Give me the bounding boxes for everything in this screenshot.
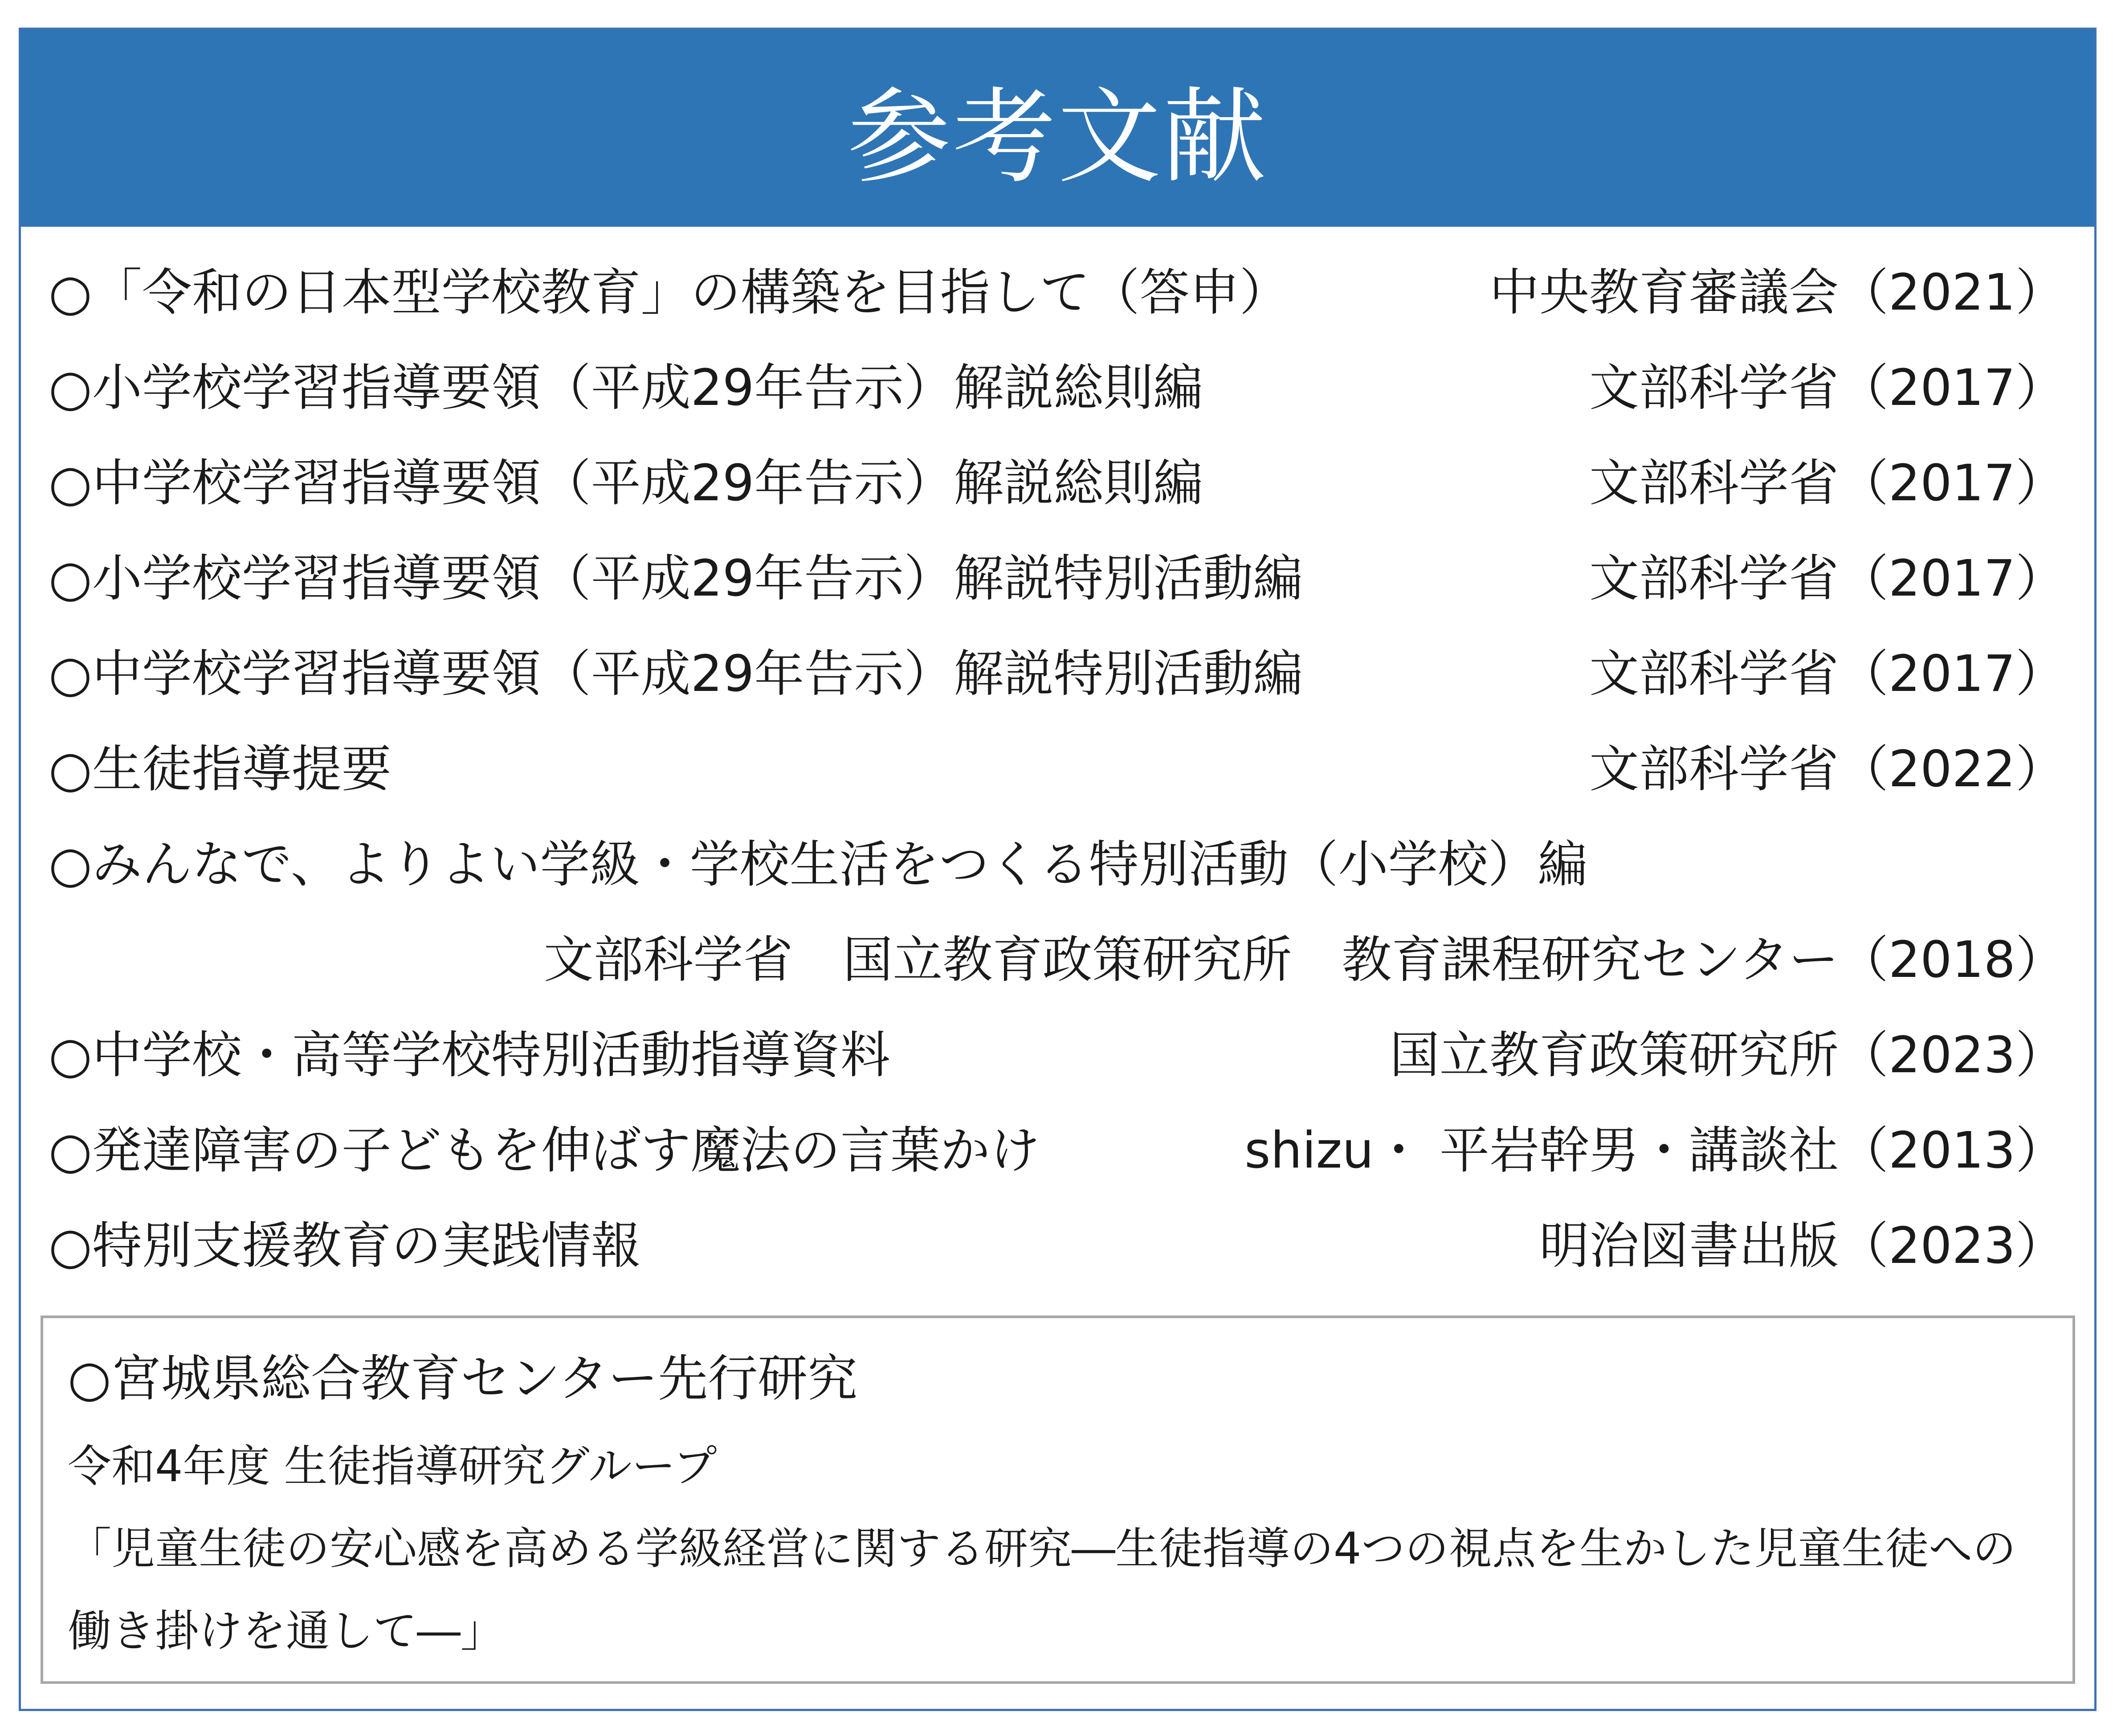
reference-item (49, 817, 2065, 912)
reference-source: 文部科学省（2017） (1589, 359, 2065, 417)
reference-source: 明治図書出版（2023） (1539, 1217, 2065, 1275)
references-panel (19, 28, 2097, 1711)
reference-source: 中央教育審議会（2021） (1489, 263, 2065, 322)
title-banner (21, 30, 2094, 227)
reference-title: ○生徒指導提要 (49, 740, 392, 798)
reference-title: ○みんなで、よりよい学級・学校生活をつくる特別活動（小学校）編 (49, 835, 1588, 894)
reference-title: ○特別支援教育の実践情報 (49, 1217, 641, 1275)
reference-title: ○「令和の日本型学校教育」の構築を目指して（答申） (49, 263, 1289, 322)
page-title: 参考文献 (847, 77, 1268, 197)
reference-item (49, 722, 2065, 817)
reference-title: ○発達障害の子どもを伸ばす魔法の言葉かけ (49, 1121, 1040, 1180)
reference-item (49, 1103, 2065, 1198)
reference-item (49, 531, 2065, 626)
note-group: 令和4年度 生徒指導研究グループ (68, 1441, 717, 1492)
reference-item (49, 1008, 2065, 1103)
reference-source: 文部科学省 国立教育政策研究所 教育課程研究センター（2018） (543, 931, 2065, 989)
reference-title: ○小学校学習指導要領（平成29年告示）解説総則編 (49, 359, 1203, 417)
reference-list (49, 245, 2065, 1294)
reference-item (49, 245, 2065, 340)
reference-source: 文部科学省（2017） (1589, 454, 2065, 512)
prior-research-box (41, 1315, 2075, 1684)
note-heading: ○宮城県総合教育センター先行研究 (68, 1350, 858, 1408)
reference-source: 文部科学省（2017） (1589, 549, 2065, 608)
reference-item (49, 340, 2065, 436)
reference-item (49, 626, 2065, 722)
reference-title: ○小学校学習指導要領（平成29年告示）解説特別活動編 (49, 549, 1303, 608)
note-text-line: 働き掛けを通して―」 (68, 1606, 505, 1657)
reference-source: 国立教育政策研究所（2023） (1389, 1026, 2065, 1084)
reference-source: 文部科学省（2017） (1589, 645, 2065, 703)
reference-title: ○中学校学習指導要領（平成29年告示）解説総則編 (49, 454, 1203, 512)
reference-title: ○中学校学習指導要領（平成29年告示）解説特別活動編 (49, 645, 1303, 703)
reference-item (49, 1198, 2065, 1294)
reference-source: 文部科学省（2022） (1589, 740, 2065, 798)
reference-title: ○中学校・高等学校特別活動指導資料 (49, 1026, 890, 1084)
note-text-line: 「児童生徒の安心感を高める学級経営に関する研究―生徒指導の4つの視点を生かした児童生徒への (68, 1524, 2016, 1574)
reference-source: shizu・ 平岩幹男・講談社（2013） (1244, 1121, 2065, 1180)
reference-item-continued (49, 912, 2065, 1008)
reference-item (49, 436, 2065, 531)
